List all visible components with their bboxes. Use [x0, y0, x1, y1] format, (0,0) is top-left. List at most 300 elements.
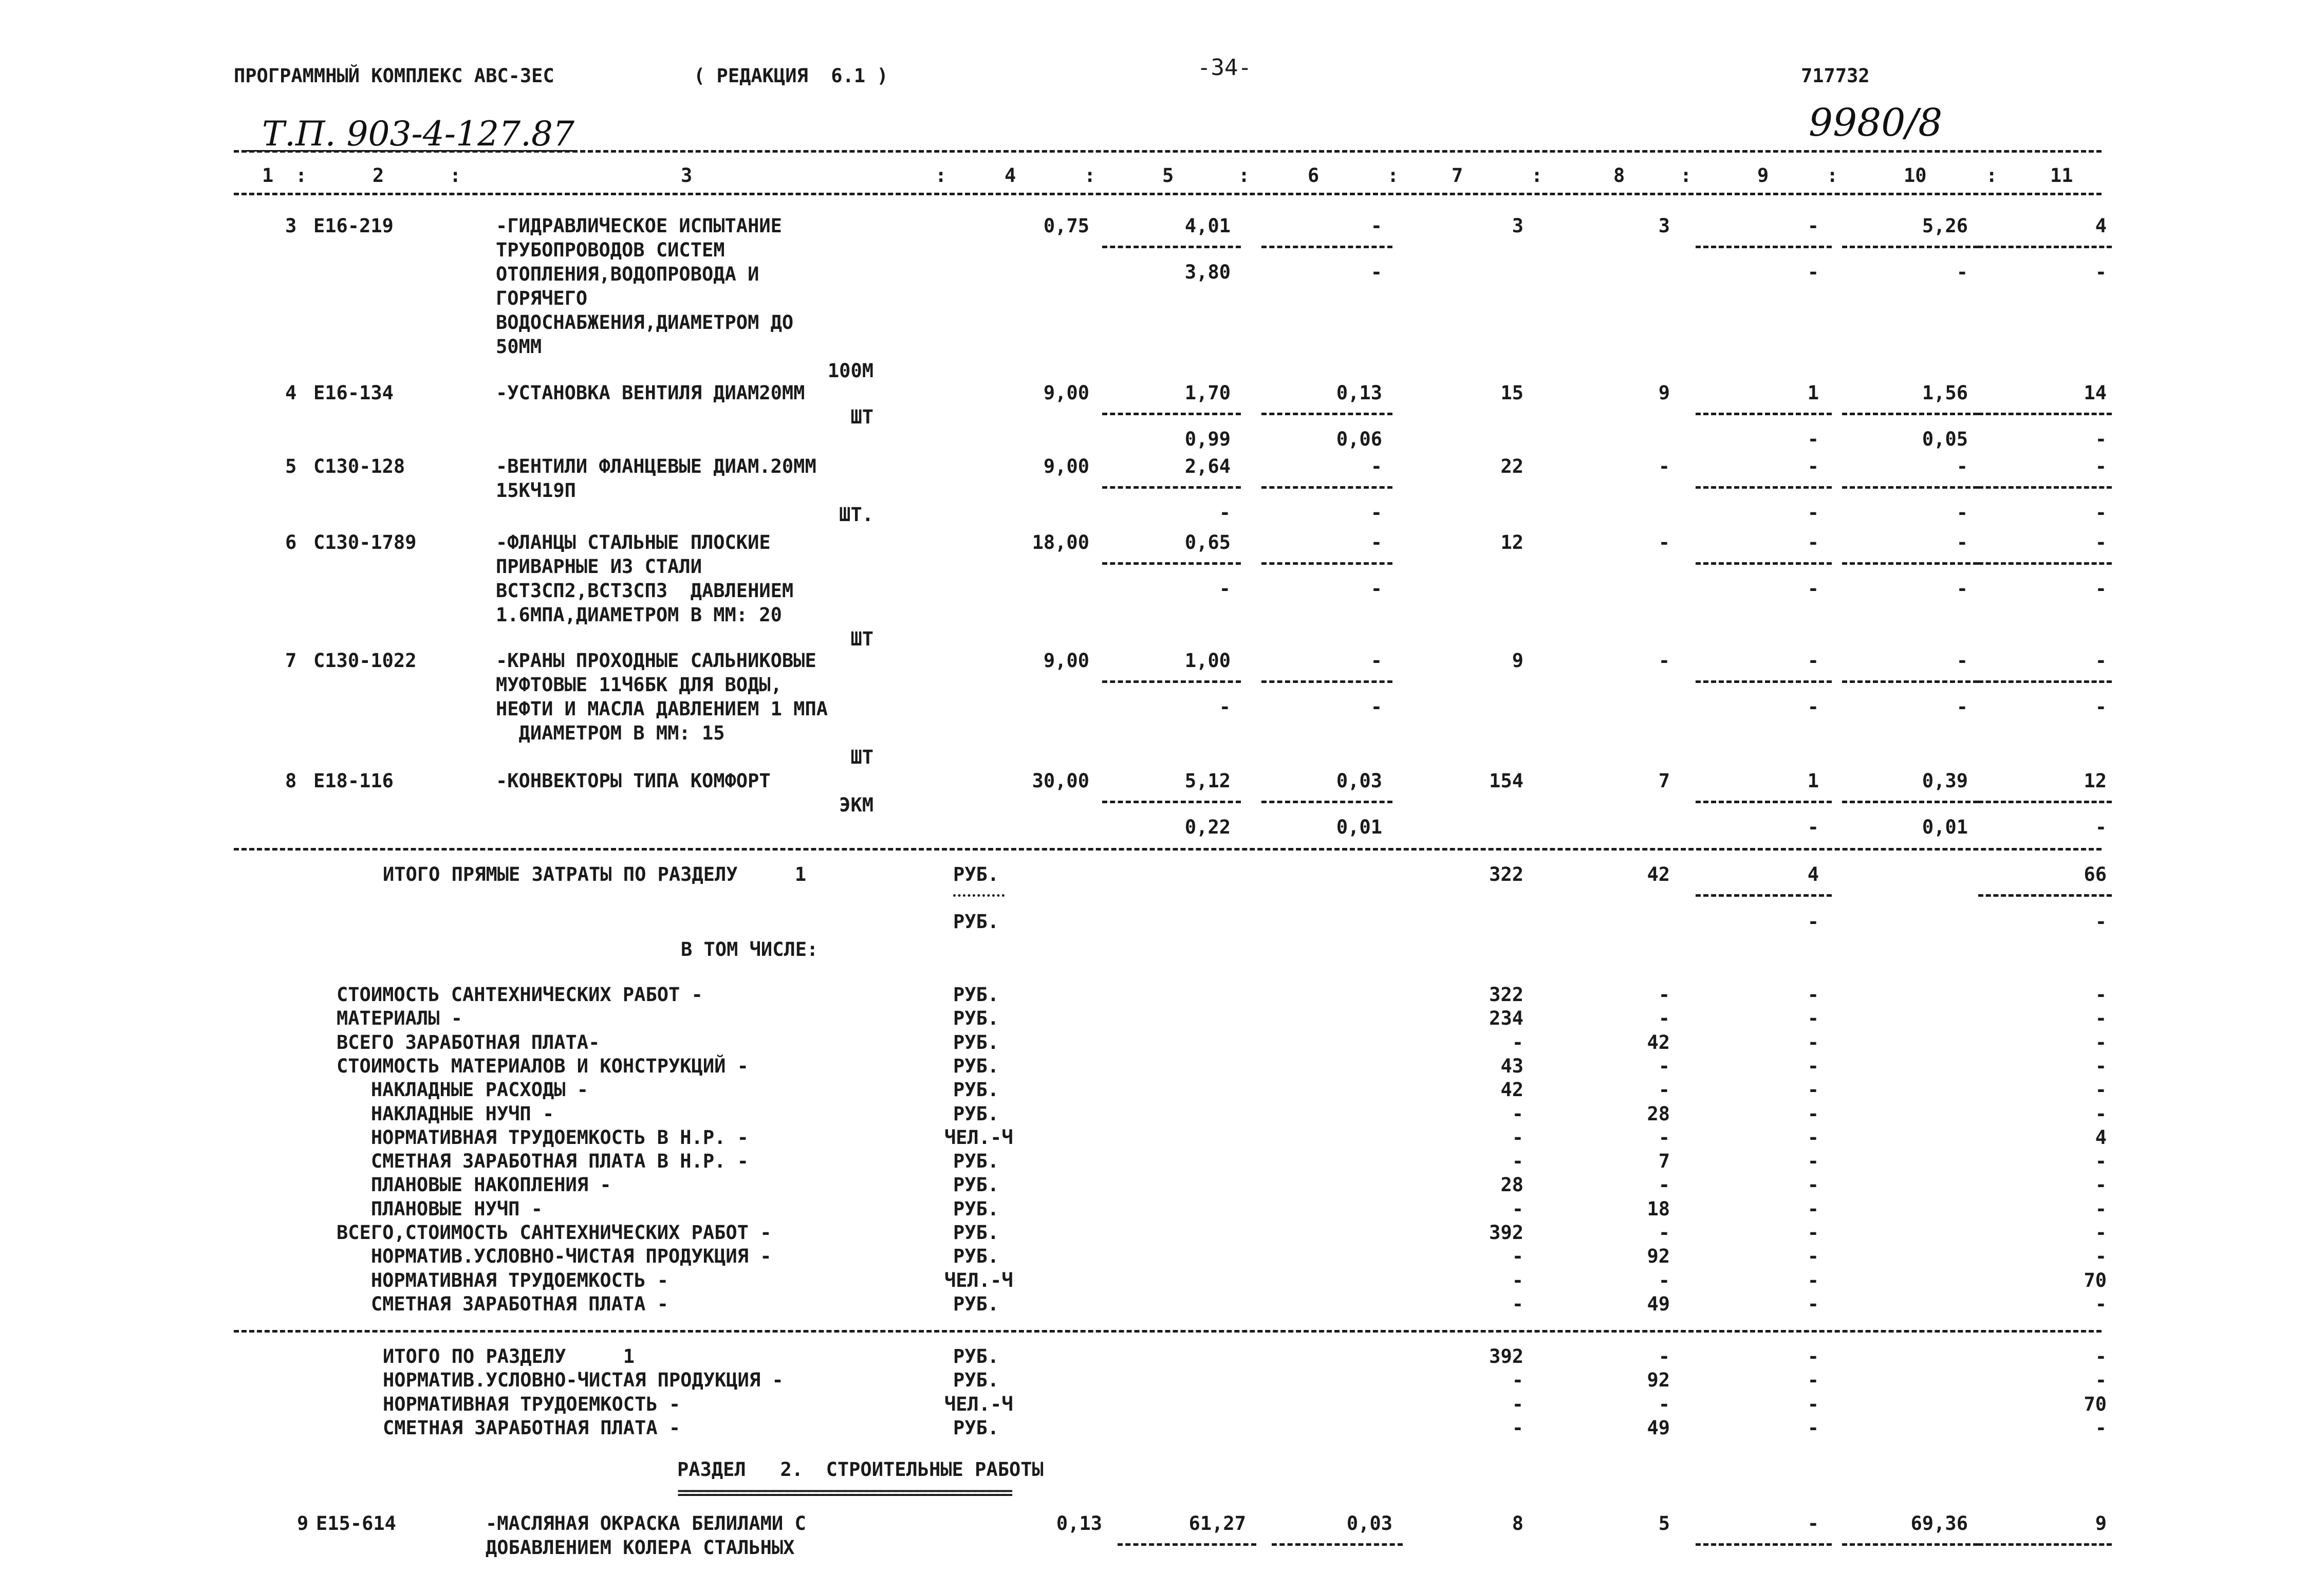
section-total-unit: РУБ.: [953, 863, 999, 885]
cell-c9: -: [1807, 455, 1819, 477]
breakdown-c8: -: [1658, 1222, 1670, 1244]
breakdown-unit: РУБ.: [953, 1245, 999, 1268]
breakdown-c7: 42: [1500, 1079, 1523, 1101]
cell-c6: -: [1370, 531, 1382, 553]
subline: [1118, 1543, 1256, 1546]
column-header-10: 10: [1904, 164, 1927, 187]
cell-c10-secondary: -: [1956, 261, 1968, 283]
cell-c10-secondary: -: [1956, 578, 1968, 600]
subline: [1696, 246, 1832, 248]
subline: [1842, 413, 1978, 415]
column-header-11: 11: [2050, 164, 2073, 187]
breakdown-c7: 28: [1500, 1174, 1523, 1196]
breakdown-c7: 234: [1489, 1007, 1523, 1030]
final-total-c11: -: [2095, 1416, 2107, 1439]
cell-c6: -: [1370, 650, 1382, 672]
breakdown-c9: -: [1807, 1031, 1819, 1053]
column-header-2: 2: [373, 164, 384, 187]
row-description: ДИАМЕТРОМ В ММ: 15: [496, 722, 725, 744]
breakdown-c11: -: [2095, 984, 2107, 1006]
subline: [1696, 801, 1832, 803]
breakdown-c9: -: [1807, 1055, 1819, 1077]
breakdown-c11: -: [2095, 1150, 2107, 1173]
column-header-8: 8: [1613, 164, 1625, 187]
program-code: 717732: [1801, 65, 1870, 87]
row-unit: ШТ: [850, 406, 873, 428]
row-unit: ШТ: [850, 746, 873, 768]
cell-c11: 14: [2084, 382, 2107, 404]
breakdown-c9: -: [1807, 1292, 1819, 1315]
cell-c8: -: [1658, 650, 1670, 672]
cell-c11-secondary: -: [2095, 816, 2107, 838]
subline: [1842, 486, 1978, 489]
cell-c6: -: [1370, 215, 1382, 237]
row-description: ПРИВАРНЫЕ ИЗ СТАЛИ: [496, 556, 702, 578]
section2-underline: ==============================================: [677, 1483, 1010, 1503]
final-total-c9: -: [1807, 1393, 1819, 1415]
final-total-c7: -: [1512, 1393, 1523, 1415]
cell-c5: 1,70: [1184, 382, 1231, 404]
breakdown-c9: -: [1807, 1269, 1819, 1291]
breakdown-c7: -: [1512, 1102, 1523, 1125]
breakdown-c7: 322: [1489, 984, 1523, 1006]
breakdown-c9: -: [1807, 1222, 1819, 1244]
cell-c9: 1: [1807, 770, 1819, 792]
breakdown-c11: 4: [2095, 1126, 2107, 1149]
cell-c9: -: [1807, 1512, 1819, 1534]
breakdown-label: НАКЛАДНЫЕ РАСХОДЫ -: [337, 1079, 589, 1101]
header-bottom-border: [234, 193, 2102, 195]
cell-c9-secondary: -: [1807, 502, 1819, 524]
cell-c6-secondary: 0,06: [1336, 428, 1382, 450]
breakdown-c8: -: [1658, 1079, 1670, 1101]
column-separator: :: [935, 164, 947, 187]
breakdown-c9: -: [1807, 1174, 1819, 1196]
breakdown-c7: 392: [1489, 1222, 1523, 1244]
cell-c9-secondary: -: [1807, 428, 1819, 450]
column-header-9: 9: [1757, 164, 1769, 187]
section2-title: РАЗДЕЛ 2. СТРОИТЕЛЬНЫЕ РАБОТЫ: [677, 1458, 1044, 1481]
breakdown-c7: -: [1512, 1031, 1523, 1053]
row-number: 9: [297, 1512, 309, 1534]
cell-c5: 1,00: [1184, 650, 1231, 672]
column-header-6: 6: [1308, 164, 1319, 187]
breakdown-c11: -: [2095, 1055, 2107, 1077]
column-header-7: 7: [1452, 164, 1463, 187]
breakdown-unit: РУБ.: [953, 984, 999, 1006]
row-description: -МАСЛЯНАЯ ОКРАСКА БЕЛИЛАМИ С: [486, 1512, 806, 1534]
cell-c10: -: [1956, 455, 1968, 477]
subline: [1696, 680, 1832, 683]
final-total-unit: ЧЕЛ.-Ч: [944, 1393, 1013, 1415]
subline: [1261, 486, 1392, 489]
subline: [1842, 801, 1978, 803]
row-description: ДОБАВЛЕНИЕМ КОЛЕРА СТАЛЬНЫХ: [486, 1537, 795, 1559]
cell-c4: 30,00: [1032, 770, 1089, 792]
row-description: -ВЕНТИЛИ ФЛАНЦЕВЫЕ ДИАМ.20ММ: [496, 455, 816, 477]
cell-c8: -: [1658, 531, 1670, 553]
final-total-c8: 49: [1647, 1416, 1670, 1439]
row-number: 5: [285, 455, 297, 477]
breakdown-unit: РУБ.: [953, 1150, 999, 1173]
breakdown-c11: -: [2095, 1031, 2107, 1053]
cell-c5: 2,64: [1184, 455, 1231, 477]
cell-c10-secondary: 0,01: [1922, 816, 1968, 838]
section-total-subline: [1696, 894, 1832, 897]
cell-c5: 61,27: [1188, 1512, 1246, 1534]
cell-c11: 9: [2095, 1512, 2107, 1534]
cell-c10-secondary: -: [1956, 502, 1968, 524]
subline: [1696, 1543, 1832, 1546]
subline: [1102, 680, 1241, 683]
cell-c5: 5,12: [1184, 770, 1231, 792]
cell-c10: 69,36: [1910, 1512, 1968, 1534]
subline: [1261, 680, 1392, 683]
breakdown-c8: 18: [1647, 1197, 1670, 1220]
section-total-subline: [1978, 894, 2112, 897]
final-total-label: СМЕТНАЯ ЗАРАБОТНАЯ ПЛАТА -: [383, 1416, 681, 1439]
cell-c7: 22: [1500, 455, 1523, 477]
subline: [1978, 246, 2112, 248]
section-total-c9: 4: [1807, 863, 1819, 885]
cell-c11-secondary: -: [2095, 502, 2107, 524]
cell-c6-secondary: -: [1370, 261, 1382, 283]
subline: [1842, 680, 1978, 683]
breakdown-label: ПЛАНОВЫЕ НУЧП -: [337, 1197, 543, 1220]
section-total-c11: 66: [2084, 863, 2107, 885]
breakdown-label: ПЛАНОВЫЕ НАКОПЛЕНИЯ -: [337, 1174, 611, 1196]
breakdown-c11: -: [2095, 1079, 2107, 1101]
subline: [1978, 680, 2112, 683]
breakdown-c8: 7: [1658, 1150, 1670, 1173]
row-number: 6: [285, 531, 297, 553]
breakdown-label: СМЕТНАЯ ЗАРАБОТНАЯ ПЛАТА В Н.Р. -: [337, 1150, 749, 1173]
breakdown-c11: -: [2095, 1007, 2107, 1030]
section-total-unit-2: РУБ.: [953, 911, 999, 933]
final-total-unit: РУБ.: [953, 1416, 999, 1439]
breakdown-bottom-border: [234, 1330, 2102, 1333]
row-code: Е18-116: [313, 770, 394, 792]
final-total-unit: РУБ.: [953, 1345, 999, 1367]
cell-c10: 1,56: [1922, 382, 1968, 404]
final-total-label: ИТОГО ПО РАЗДЕЛУ 1: [383, 1345, 635, 1367]
cell-c9-secondary: -: [1807, 261, 1819, 283]
breakdown-label: НОРМАТИВ.УСЛОВНО-ЧИСТАЯ ПРОДУКЦИЯ -: [337, 1245, 772, 1268]
breakdown-c8: -: [1658, 1055, 1670, 1077]
cell-c5-secondary: 3,80: [1184, 261, 1231, 283]
breakdown-c8: 92: [1647, 1245, 1670, 1268]
cell-c5: 0,65: [1184, 531, 1231, 553]
row-unit: 100М: [827, 360, 873, 382]
cell-c5-secondary: 0,22: [1184, 816, 1231, 838]
final-total-c11: -: [2095, 1345, 2107, 1367]
subline: [1978, 486, 2112, 489]
cell-c10: -: [1956, 650, 1968, 672]
row-description: ВОДОСНАБЖЕНИЯ,ДИАМЕТРОМ ДО: [496, 311, 794, 334]
cell-c9-secondary: -: [1807, 816, 1819, 838]
breakdown-unit: РУБ.: [953, 1197, 999, 1220]
column-separator: :: [450, 164, 461, 187]
breakdown-label: СТОИМОСТЬ САНТЕХНИЧЕСКИХ РАБОТ -: [337, 984, 703, 1006]
breakdown-c9: -: [1807, 1245, 1819, 1268]
subline: [1978, 413, 2112, 415]
breakdown-c8: -: [1658, 1174, 1670, 1196]
column-header-1: 1: [262, 164, 274, 187]
final-total-c7: -: [1512, 1369, 1523, 1392]
cell-c10: 5,26: [1922, 215, 1968, 237]
breakdown-unit: РУБ.: [953, 1055, 999, 1077]
breakdown-c7: -: [1512, 1292, 1523, 1315]
row-description: -КОНВЕКТОРЫ ТИПА КОМФОРТ: [496, 770, 771, 792]
cell-c4: 18,00: [1032, 531, 1089, 553]
breakdown-c11: 70: [2084, 1269, 2107, 1291]
final-total-label: НОРМАТИВНАЯ ТРУДОЕМКОСТЬ -: [383, 1393, 681, 1415]
column-header-4: 4: [1005, 164, 1016, 187]
final-total-c9: -: [1807, 1345, 1819, 1367]
breakdown-unit: РУБ.: [953, 1222, 999, 1244]
breakdown-unit: ЧЕЛ.-Ч: [944, 1126, 1013, 1149]
final-total-c9: -: [1807, 1416, 1819, 1439]
cell-c8: 7: [1658, 770, 1670, 792]
cell-c6: -: [1370, 455, 1382, 477]
final-total-c8: 92: [1647, 1369, 1670, 1392]
final-total-c9: -: [1807, 1369, 1819, 1392]
cell-c7: 12: [1500, 531, 1523, 553]
cell-c4: 9,00: [1043, 455, 1089, 477]
cell-c10: -: [1956, 531, 1968, 553]
page-number: -34-: [1197, 54, 1252, 81]
breakdown-label: МАТЕРИАЛЫ -: [337, 1007, 463, 1030]
breakdown-c8: 28: [1647, 1102, 1670, 1125]
row-description: -ГИДРАВЛИЧЕСКОЕ ИСПЫТАНИЕ: [496, 215, 782, 237]
row-code: С130-1022: [313, 650, 417, 672]
row-unit: ЭКМ: [839, 794, 873, 816]
cell-c6-secondary: -: [1370, 578, 1382, 600]
column-header-5: 5: [1162, 164, 1174, 187]
cell-c10-secondary: -: [1956, 696, 1968, 718]
breakdown-c11: -: [2095, 1102, 2107, 1125]
breakdown-c11: -: [2095, 1197, 2107, 1220]
cell-c6: 0,03: [1346, 1512, 1392, 1534]
row-description: МУФТОВЫЕ 11Ч6БК ДЛЯ ВОДЫ,: [496, 674, 782, 696]
breakdown-label: НОРМАТИВНАЯ ТРУДОЕМКОСТЬ В Н.Р. -: [337, 1126, 749, 1149]
cell-c9: -: [1807, 215, 1819, 237]
breakdown-label: СТОИМОСТЬ МАТЕРИАЛОВ И КОНСТРУКЦИЙ -: [337, 1055, 749, 1077]
program-edition: ( РЕДАКЦИЯ 6.1 ): [694, 65, 888, 87]
cell-c6-secondary: -: [1370, 696, 1382, 718]
breakdown-c8: 49: [1647, 1292, 1670, 1315]
section-total-c11-secondary: -: [2095, 911, 2107, 933]
breakdown-c7: -: [1512, 1126, 1523, 1149]
cell-c11: -: [2095, 650, 2107, 672]
row-description: 15КЧ19П: [496, 479, 576, 502]
column-separator: :: [1827, 164, 1838, 187]
cell-c9: 1: [1807, 382, 1819, 404]
row-description: -КРАНЫ ПРОХОДНЫЕ САЛЬНИКОВЫЕ: [496, 650, 816, 672]
cell-c10-secondary: 0,05: [1922, 428, 1968, 450]
breakdown-c8: 42: [1647, 1031, 1670, 1053]
breakdown-c9: -: [1807, 1079, 1819, 1101]
cell-c5-secondary: 0,99: [1184, 428, 1231, 450]
breakdown-unit: ЧЕЛ.-Ч: [944, 1269, 1013, 1291]
cell-c6: 0,13: [1336, 382, 1382, 404]
cell-c11: -: [2095, 531, 2107, 553]
column-separator: :: [1238, 164, 1250, 187]
breakdown-c9: -: [1807, 984, 1819, 1006]
breakdown-c7: -: [1512, 1197, 1523, 1220]
breakdown-c7: -: [1512, 1269, 1523, 1291]
row-description: 50ММ: [496, 336, 542, 358]
subline: [1696, 486, 1832, 489]
cell-c7: 154: [1489, 770, 1523, 792]
cell-c9-secondary: -: [1807, 696, 1819, 718]
row-description: ОТОПЛЕНИЯ,ВОДОПРОВОДА И: [496, 263, 759, 285]
final-total-c8: -: [1658, 1345, 1670, 1367]
row-number: 4: [285, 382, 297, 404]
cell-c6-secondary: 0,01: [1336, 816, 1382, 838]
cell-c5-secondary: -: [1219, 578, 1231, 600]
cell-c9: -: [1807, 531, 1819, 553]
subline: [1696, 413, 1832, 415]
final-total-c11: 70: [2084, 1393, 2107, 1415]
section-total-c8: 42: [1647, 863, 1670, 885]
cell-c4: 9,00: [1043, 650, 1089, 672]
cell-c5-secondary: -: [1219, 696, 1231, 718]
breakdown-c9: -: [1807, 1126, 1819, 1149]
cell-c11-secondary: -: [2095, 696, 2107, 718]
subline: [1261, 413, 1392, 415]
subline: [1272, 1543, 1403, 1546]
breakdown-c7: 43: [1500, 1055, 1523, 1077]
cell-c9: -: [1807, 650, 1819, 672]
cell-c5: 4,01: [1184, 215, 1231, 237]
row-code: Е16-219: [313, 215, 394, 237]
final-total-unit: РУБ.: [953, 1369, 999, 1392]
section-total-c7: 322: [1489, 863, 1523, 885]
row-description: ВСТ3СП2,ВСТ3СП3 ДАВЛЕНИЕМ: [496, 580, 794, 602]
row-code: С130-1789: [313, 531, 417, 553]
breakdown-unit: РУБ.: [953, 1031, 999, 1053]
subline: [1978, 562, 2112, 565]
section-total-dots: [953, 894, 1005, 897]
breakdown-c7: -: [1512, 1150, 1523, 1173]
final-total-label: НОРМАТИВ.УСЛОВНО-ЧИСТАЯ ПРОДУКЦИЯ -: [383, 1369, 784, 1392]
final-total-c7: -: [1512, 1416, 1523, 1439]
breakdown-c11: -: [2095, 1292, 2107, 1315]
breakdown-c8: -: [1658, 1007, 1670, 1030]
cell-c7: 9: [1512, 650, 1523, 672]
subline: [1102, 246, 1241, 248]
breakdown-unit: РУБ.: [953, 1102, 999, 1125]
row-description: -ФЛАНЦЫ СТАЛЬНЫЕ ПЛОСКИЕ: [496, 531, 771, 553]
subline: [1696, 562, 1832, 565]
breakdown-unit: РУБ.: [953, 1292, 999, 1315]
row-description: НЕФТИ И МАСЛА ДАВЛЕНИЕМ 1 МПА: [496, 698, 828, 720]
breakdown-unit: РУБ.: [953, 1174, 999, 1196]
column-separator: :: [1531, 164, 1543, 187]
column-separator: :: [1084, 164, 1096, 187]
row-code: С130-128: [313, 455, 405, 477]
cell-c11: -: [2095, 455, 2107, 477]
column-separator: :: [1986, 164, 1998, 187]
breakdown-label: СМЕТНАЯ ЗАРАБОТНАЯ ПЛАТА -: [337, 1292, 669, 1315]
breakdown-c9: -: [1807, 1197, 1819, 1220]
column-separator: :: [295, 164, 307, 187]
breakdown-c8: -: [1658, 1269, 1670, 1291]
cell-c5-secondary: -: [1219, 502, 1231, 524]
column-separator: :: [1387, 164, 1399, 187]
subline: [1261, 562, 1392, 565]
cell-c8: 9: [1658, 382, 1670, 404]
subline: [1261, 246, 1392, 248]
cell-c9-secondary: -: [1807, 578, 1819, 600]
subline: [1842, 246, 1978, 248]
cell-c11: 12: [2084, 770, 2107, 792]
row-description: -УСТАНОВКА ВЕНТИЛЯ ДИАМ20ММ: [496, 382, 805, 404]
cell-c6-secondary: -: [1370, 502, 1382, 524]
row-number: 3: [285, 215, 297, 237]
subline: [1261, 801, 1392, 803]
cell-c11: 4: [2095, 215, 2107, 237]
cell-c10: 0,39: [1922, 770, 1968, 792]
cell-c4: 9,00: [1043, 382, 1089, 404]
breakdown-c8: -: [1658, 984, 1670, 1006]
breakdown-c9: -: [1807, 1102, 1819, 1125]
cell-c7: 8: [1512, 1512, 1523, 1534]
breakdown-c11: -: [2095, 1245, 2107, 1268]
final-total-c11: -: [2095, 1369, 2107, 1392]
cell-c7: 3: [1512, 215, 1523, 237]
sheet-number: 9980/8: [1809, 101, 1943, 145]
breakdown-c9: -: [1807, 1007, 1819, 1030]
program-name: ПРОГРАММНЫЙ КОМПЛЕКС АВС-3ЕС: [234, 65, 554, 87]
breakdown-label: ВСЕГО ЗАРАБОТНАЯ ПЛАТА-: [337, 1031, 600, 1053]
cell-c8: -: [1658, 455, 1670, 477]
items-bottom-border: [234, 848, 2102, 851]
subline: [1978, 1543, 2112, 1546]
row-code: Е15-614: [316, 1512, 396, 1534]
final-total-c8: -: [1658, 1393, 1670, 1415]
cell-c7: 15: [1500, 382, 1523, 404]
cell-c6: 0,03: [1336, 770, 1382, 792]
subline: [1842, 1543, 1978, 1546]
table-top-border: [234, 150, 2102, 153]
row-description: ТРУБОПРОВОДОВ СИСТЕМ: [496, 239, 725, 261]
breakdown-label: НОРМАТИВНАЯ ТРУДОЕМКОСТЬ -: [337, 1269, 669, 1291]
subline: [1102, 486, 1241, 489]
section-total-c9-secondary: -: [1807, 911, 1819, 933]
cell-c4: 0,13: [1056, 1512, 1102, 1534]
row-number: 7: [285, 650, 297, 672]
including-label: В ТОМ ЧИСЛЕ:: [681, 938, 819, 960]
cell-c8: 3: [1658, 215, 1670, 237]
subline: [1842, 562, 1978, 565]
row-description: 1.6МПА,ДИАМЕТРОМ В ММ: 20: [496, 604, 782, 626]
subline: [1102, 413, 1241, 415]
subline: [1102, 562, 1241, 565]
row-unit: ШТ: [850, 628, 873, 650]
breakdown-c9: -: [1807, 1150, 1819, 1173]
final-total-c7: 392: [1489, 1345, 1523, 1367]
breakdown-unit: РУБ.: [953, 1079, 999, 1101]
breakdown-c7: -: [1512, 1245, 1523, 1268]
cell-c11-secondary: -: [2095, 578, 2107, 600]
subline: [1978, 801, 2112, 803]
row-number: 8: [285, 770, 297, 792]
column-header-3: 3: [681, 164, 693, 187]
breakdown-label: НАКЛАДНЫЕ НУЧП -: [337, 1102, 554, 1125]
breakdown-c11: -: [2095, 1222, 2107, 1244]
